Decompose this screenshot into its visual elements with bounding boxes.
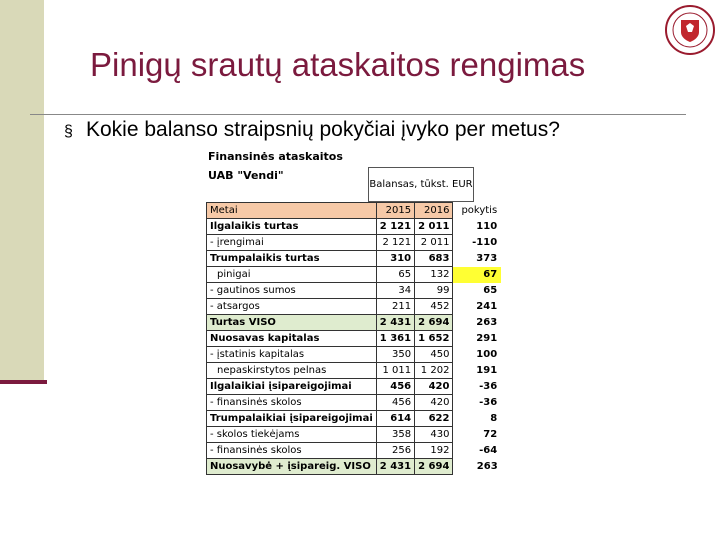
- slide-title: Pinigų srautų ataskaitos rengimas: [90, 46, 586, 83]
- side-decoration-bar: [0, 0, 44, 380]
- row-label: - įrengimai: [207, 235, 377, 251]
- row-change-highlighted: 67: [453, 267, 501, 283]
- bullet-text: Kokie balanso straipsnių pokyčiai įvyko per metus?: [86, 118, 560, 141]
- row-value-2016: 622: [415, 411, 453, 427]
- row-label: nepaskirstytos pelnas: [207, 363, 377, 379]
- row-change: 8: [490, 413, 498, 424]
- row-change: -110: [472, 237, 498, 248]
- row-value-2016: 2 011: [415, 235, 453, 251]
- table-row: [207, 331, 501, 347]
- table-row: [207, 411, 501, 427]
- row-change: 241: [476, 301, 498, 312]
- row-value-2016: 452: [415, 299, 453, 315]
- row-value-2015: 34: [376, 283, 414, 299]
- header-year-1: 2015: [376, 203, 414, 219]
- row-label: - finansinės skolos: [207, 395, 377, 411]
- row-value-2015: 614: [376, 411, 414, 427]
- table-row: [207, 347, 501, 363]
- row-label: - gautinos sumos: [207, 283, 377, 299]
- row-label: Nuosavybė + įsipareig. VISO: [207, 459, 377, 475]
- header-change: pokytis: [461, 205, 498, 216]
- units-label: Balansas, tūkst. EUR: [368, 167, 474, 202]
- row-value-2016: 430: [415, 427, 453, 443]
- table-row: [207, 219, 501, 235]
- row-label: - finansinės skolos: [207, 443, 377, 459]
- row-change: 72: [483, 429, 498, 440]
- row-value-2016: 1 202: [415, 363, 453, 379]
- row-change: 100: [476, 349, 498, 360]
- row-value-2016: 132: [415, 267, 453, 283]
- header-label: Metai: [207, 203, 377, 219]
- row-value-2016: 420: [415, 379, 453, 395]
- row-value-2015: 211: [376, 299, 414, 315]
- table-row: [207, 379, 501, 395]
- row-value-2016: 420: [415, 395, 453, 411]
- row-value-2016: 192: [415, 443, 453, 459]
- row-change: -36: [479, 397, 498, 408]
- row-change: -36: [479, 381, 498, 392]
- row-change: 291: [476, 333, 498, 344]
- row-value-2015: 2 431: [376, 459, 414, 475]
- row-label: - įstatinis kapitalas: [207, 347, 377, 363]
- row-change: 263: [476, 317, 498, 328]
- row-change: 65: [483, 285, 498, 296]
- row-value-2015: 1 361: [376, 331, 414, 347]
- table-row: [207, 363, 501, 379]
- university-seal-icon: [664, 4, 716, 56]
- row-value-2015: 456: [376, 379, 414, 395]
- row-change: 263: [476, 461, 498, 472]
- row-value-2015: 350: [376, 347, 414, 363]
- row-value-2015: 2 431: [376, 315, 414, 331]
- table-row: [207, 235, 501, 251]
- header-year-2: 2016: [415, 203, 453, 219]
- row-value-2016: 2 694: [415, 459, 453, 475]
- side-accent-line: [0, 380, 47, 384]
- table-row: [207, 443, 501, 459]
- table-row: [207, 427, 501, 443]
- row-value-2016: 2 011: [415, 219, 453, 235]
- row-change: 373: [476, 253, 498, 264]
- row-change: -64: [479, 445, 498, 456]
- balance-sheet-table: [206, 202, 501, 475]
- table-row: [207, 251, 501, 267]
- row-value-2015: 65: [376, 267, 414, 283]
- row-value-2015: 456: [376, 395, 414, 411]
- row-value-2016: 99: [415, 283, 453, 299]
- row-value-2016: 2 694: [415, 315, 453, 331]
- row-value-2016: 1 652: [415, 331, 453, 347]
- row-value-2015: 2 121: [376, 219, 414, 235]
- row-label: - atsargos: [207, 299, 377, 315]
- table-header-row: [207, 203, 501, 219]
- report-title: Finansinės ataskaitos: [208, 150, 343, 163]
- row-change: 110: [476, 221, 498, 232]
- table-row: [207, 395, 501, 411]
- row-label: Nuosavas kapitalas: [207, 331, 377, 347]
- row-label: - skolos tiekėjams: [207, 427, 377, 443]
- table-row: [207, 299, 501, 315]
- table-row: [207, 283, 501, 299]
- title-divider: [30, 114, 686, 115]
- row-change: 191: [476, 365, 498, 376]
- row-label: Trumpalaikis turtas: [207, 251, 377, 267]
- row-label: Ilgalaikiai įsipareigojimai: [207, 379, 377, 395]
- report-company: UAB "Vendi": [208, 169, 284, 182]
- row-value-2015: 310: [376, 251, 414, 267]
- table-row: [207, 267, 501, 283]
- bullet-marker: §: [64, 123, 73, 140]
- row-label: Trumpalaikiai įsipareigojimai: [207, 411, 377, 427]
- row-value-2016: 683: [415, 251, 453, 267]
- row-value-2015: 2 121: [376, 235, 414, 251]
- table-row-total: [207, 315, 501, 331]
- row-value-2015: 358: [376, 427, 414, 443]
- table-row-total: [207, 459, 501, 475]
- row-value-2015: 256: [376, 443, 414, 459]
- row-value-2015: 1 011: [376, 363, 414, 379]
- row-value-2016: 450: [415, 347, 453, 363]
- row-label: Ilgalaikis turtas: [207, 219, 377, 235]
- row-label: pinigai: [207, 267, 377, 283]
- bullet-item: [64, 118, 560, 142]
- row-label: Turtas VISO: [207, 315, 377, 331]
